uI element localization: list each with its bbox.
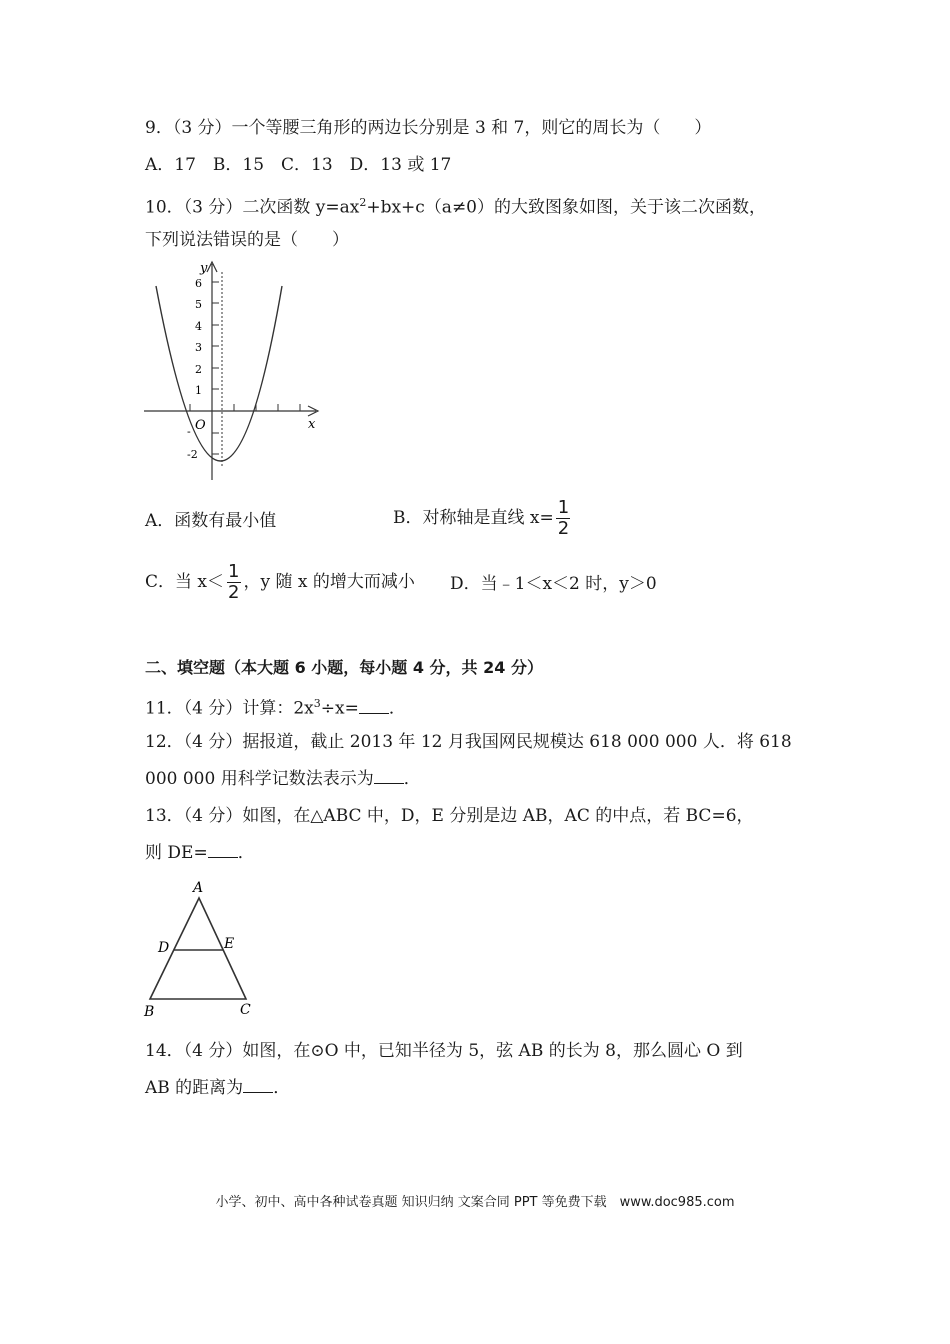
q14-line2-text: AB 的距离为 <box>145 1078 244 1098</box>
q11-post: ÷x= <box>320 698 359 719</box>
q11-pre: 11．（4 分）计算：2x <box>145 698 314 719</box>
q10-option-d: D．当﹣1＜x＜2 时，y＞0 <box>450 574 657 594</box>
fraction-numerator: 1 <box>557 497 570 518</box>
q10-stem <box>145 191 766 220</box>
q13-line2-text: 则 DE= <box>145 843 208 863</box>
page-footer: 小学、初中、高中各种试卷真题 知识归纳 文案合同 PPT 等免费下载 www.doc985.com <box>215 1195 735 1210</box>
y-tick-2: 2 <box>195 363 202 376</box>
q13-end: ． <box>237 843 255 863</box>
q14-line2 <box>145 1076 290 1100</box>
q14-answer-blank[interactable] <box>243 1076 273 1093</box>
section2-title: 二、填空题（本大题 6 小题，每小题 4 分，共 24 分） <box>145 658 543 677</box>
y-tick-5: 5 <box>195 298 202 311</box>
q10-stem-pre: 10．（3 分）二次函数 y=ax <box>145 197 360 218</box>
q10-stem-sup: 2 <box>359 196 367 209</box>
y-axis-label: y <box>200 261 208 276</box>
q12-line1: 12．（4 分）据报道，截止 2013 年 12 月我国网民规模达 618 000 000 人．将 618 <box>145 732 792 752</box>
q10-stem-post: +bx+c（a≠0）的大致图象如图，关于该二次函数， <box>366 197 767 218</box>
q10-stem-line2: 下列说法错误的是（ ） <box>145 230 349 250</box>
q10-option-b <box>393 498 573 539</box>
y-tick-3: 3 <box>195 341 202 354</box>
y-tick-neg2: -2 <box>187 448 198 461</box>
fraction-one-half <box>226 562 241 603</box>
vertex-a-label: A <box>193 880 204 896</box>
vertex-b-label: B <box>144 1004 155 1020</box>
origin-label: O <box>195 418 206 433</box>
q13-line2 <box>145 841 255 865</box>
q11-end: ． <box>388 698 406 719</box>
q13-line1: 13．（4 分）如图，在△ABC 中，D，E 分别是边 AB，AC 的中点，若 BC=6， <box>145 806 754 826</box>
q14-line1: 14．（4 分）如图，在⊙O 中，已知半径为 5，弦 AB 的长为 8，那么圆心 O 到 <box>145 1041 743 1061</box>
parabola-curve <box>156 286 282 461</box>
q13-answer-blank[interactable] <box>208 841 238 858</box>
y-tick-4: 4 <box>195 320 202 333</box>
q10-option-c <box>145 562 415 603</box>
fraction-numerator: 1 <box>228 561 240 582</box>
q10-option-c-post: ，y 随 x 的增大而减小 <box>243 572 415 592</box>
q12-line2-text: 000 000 用科学记数法表示为 <box>145 769 374 789</box>
fraction-one-half <box>556 498 571 539</box>
y-tick-6: 6 <box>195 277 202 290</box>
q11 <box>145 692 406 721</box>
vertex-c-label: C <box>240 1002 251 1018</box>
q11-answer-blank[interactable] <box>359 697 389 714</box>
point-d-label: D <box>158 940 170 956</box>
y-tick-1: 1 <box>195 384 202 397</box>
q10-option-c-pre: C．当 x＜ <box>145 572 224 592</box>
triangle-figure <box>140 878 260 1023</box>
fraction-denominator: 2 <box>557 518 570 539</box>
q14-end: ． <box>273 1078 291 1098</box>
x-tick-neg1-fragment: - <box>187 425 191 438</box>
q11-sup: 3 <box>313 697 321 710</box>
q9-options: A．17 B．15 C．13 D．13 或 17 <box>145 155 452 175</box>
q10-option-a: A．函数有最小值 <box>145 511 277 531</box>
parabola-graph <box>140 258 330 486</box>
q10-option-b-text: B．对称轴是直线 x= <box>393 508 554 528</box>
q9-stem: 9．（3 分）一个等腰三角形的两边长分别是 3 和 7，则它的周长为（ ） <box>145 118 712 138</box>
point-e-label: E <box>224 936 235 952</box>
fraction-denominator: 2 <box>228 582 240 603</box>
q12-line2 <box>145 767 421 791</box>
x-axis-label: x <box>308 417 316 432</box>
q12-answer-blank[interactable] <box>374 767 404 784</box>
q12-end: ． <box>403 769 421 789</box>
